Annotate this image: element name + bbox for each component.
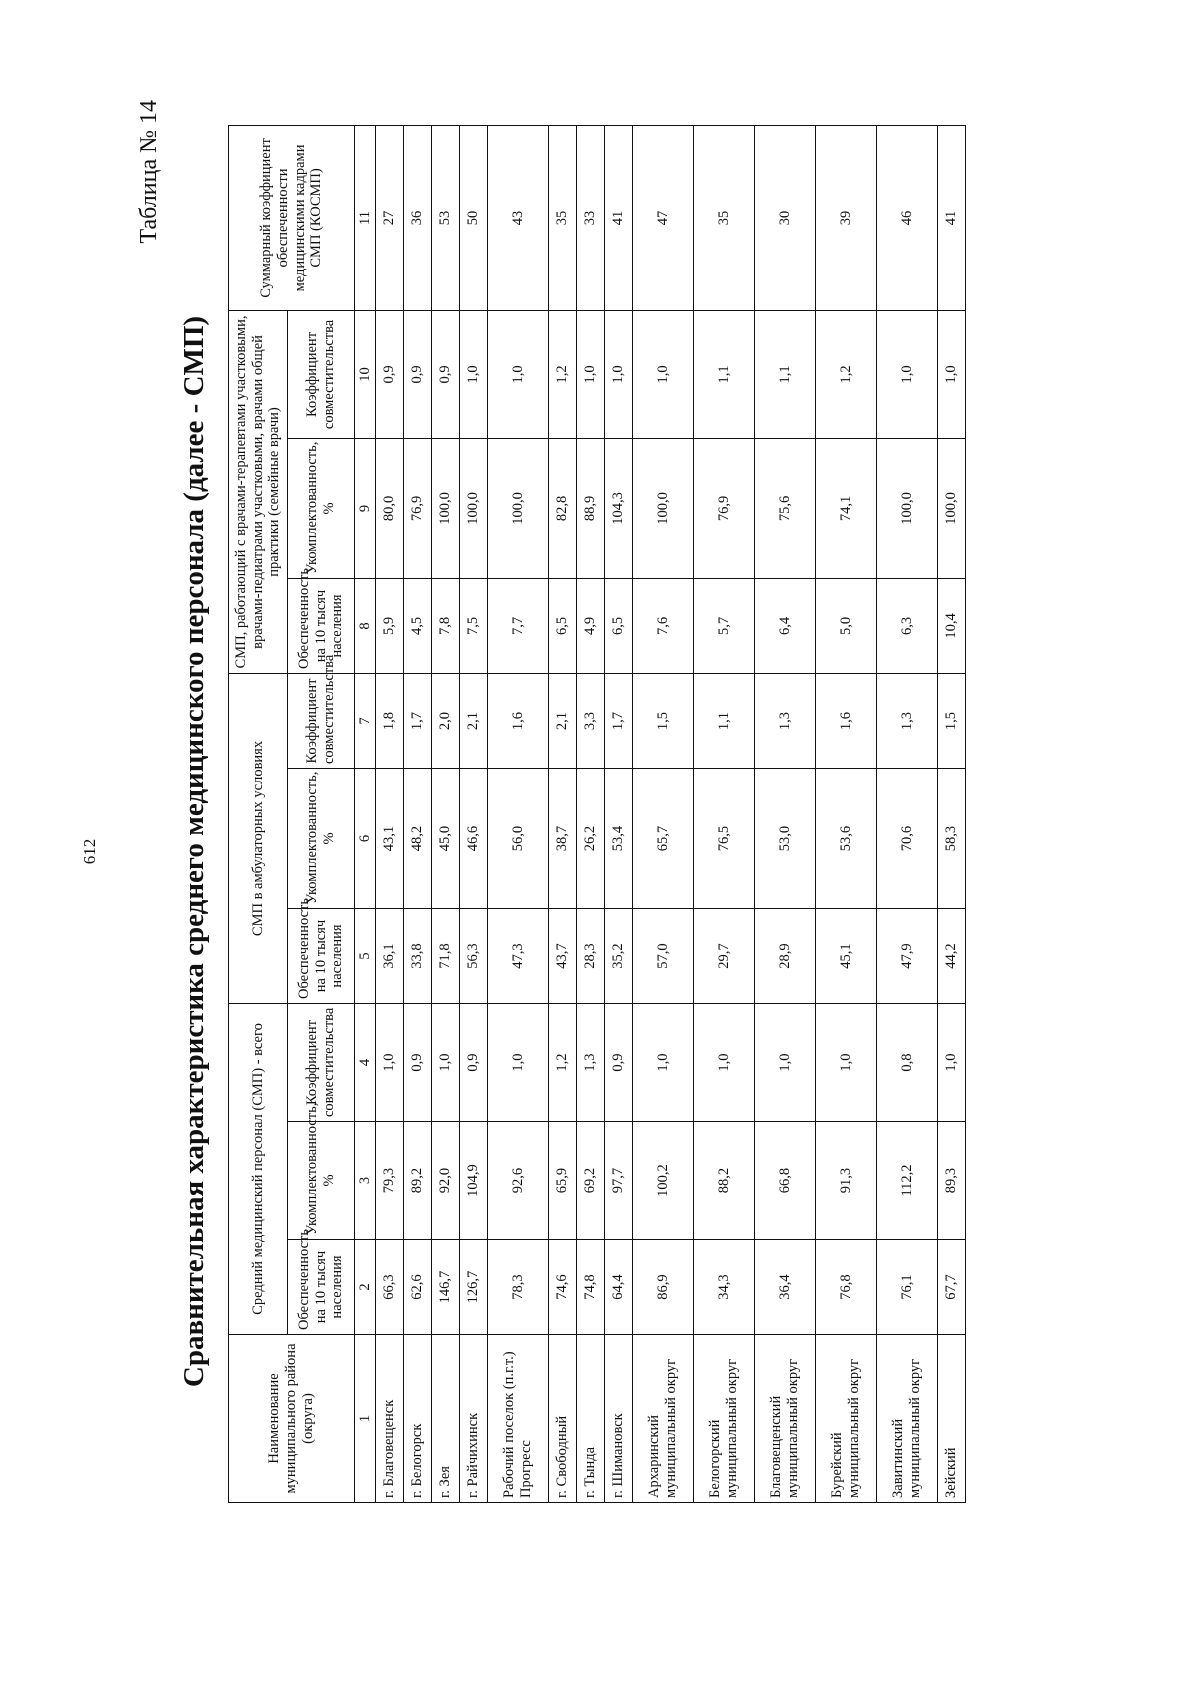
- cell-c3: 104,9: [460, 1122, 488, 1240]
- cell-c2: 78,3: [488, 1240, 549, 1335]
- cell-c2: 64,4: [605, 1240, 633, 1335]
- cell-c2: 146,7: [432, 1240, 460, 1335]
- cell-c8: 7,7: [488, 578, 549, 673]
- cell-c3: 92,6: [488, 1122, 549, 1240]
- cell-c6: 43,1: [376, 769, 404, 909]
- cell-c7: 2,0: [432, 673, 460, 768]
- cell-c5: 33,8: [404, 909, 432, 1004]
- staff-comparison-table: [228, 125, 966, 1503]
- cell-c5: 28,9: [755, 909, 816, 1004]
- cell-c5: 36,1: [376, 909, 404, 1004]
- cell-c3: 100,2: [633, 1122, 694, 1240]
- cell-c10: 1,1: [694, 310, 755, 438]
- cell-c11: 36: [404, 125, 432, 310]
- cell-c8: 6,5: [549, 578, 577, 673]
- cell-c6: 65,7: [633, 769, 694, 909]
- cell-c10: 1,0: [633, 310, 694, 438]
- cell-c7: 3,3: [577, 673, 605, 768]
- cell-c2: 66,3: [376, 1240, 404, 1335]
- cell-c2: 126,7: [460, 1240, 488, 1335]
- cell-c7: 1,5: [633, 673, 694, 768]
- cell-c7: 2,1: [460, 673, 488, 768]
- table-row: [432, 125, 460, 1502]
- cell-c10: 1,2: [816, 310, 877, 438]
- cell-c4: 1,3: [577, 1004, 605, 1122]
- column-number: 4: [355, 1004, 376, 1122]
- cell-c6: 53,6: [816, 769, 877, 909]
- cell-c3: 88,2: [694, 1122, 755, 1240]
- table-body: [376, 125, 966, 1502]
- cell-c8: 7,8: [432, 578, 460, 673]
- cell-c3: 65,9: [549, 1122, 577, 1240]
- cell-c11: 27: [376, 125, 404, 310]
- cell-c6: 56,0: [488, 769, 549, 909]
- table-row: [816, 125, 877, 1502]
- cell-c11: 41: [605, 125, 633, 310]
- header-provision-ambulatory: Обеспеченность на 10 тысяч населения: [288, 909, 355, 1004]
- cell-c7: 1,8: [376, 673, 404, 768]
- cell-c4: 1,0: [432, 1004, 460, 1122]
- cell-c11: 47: [633, 125, 694, 310]
- cell-c5: 35,2: [605, 909, 633, 1004]
- cell-c9: 100,0: [432, 438, 460, 578]
- cell-c3: 92,0: [432, 1122, 460, 1240]
- cell-c4: 1,2: [549, 1004, 577, 1122]
- table-row: [549, 125, 577, 1502]
- cell-c9: 82,8: [549, 438, 577, 578]
- column-number: 5: [355, 909, 376, 1004]
- cell-c8: 5,9: [376, 578, 404, 673]
- cell-c10: 1,0: [877, 310, 938, 438]
- cell-c3: 97,7: [605, 1122, 633, 1240]
- header-coef-therapists: Коэффициент совместительства: [288, 310, 355, 438]
- cell-c8: 4,5: [404, 578, 432, 673]
- cell-c9: 80,0: [376, 438, 404, 578]
- cell-c9: 100,0: [633, 438, 694, 578]
- cell-c7: 1,7: [404, 673, 432, 768]
- table-row: [938, 125, 966, 1502]
- cell-c3: 112,2: [877, 1122, 938, 1240]
- cell-c10: 1,0: [460, 310, 488, 438]
- cell-c11: 30: [755, 125, 816, 310]
- row-name: г. Белогорск: [404, 1335, 432, 1503]
- cell-c8: 6,4: [755, 578, 816, 673]
- column-number: 6: [355, 769, 376, 909]
- cell-c9: 104,3: [605, 438, 633, 578]
- cell-c3: 89,2: [404, 1122, 432, 1240]
- table-row: [694, 125, 755, 1502]
- column-number: 7: [355, 673, 376, 768]
- cell-c8: 4,9: [577, 578, 605, 673]
- cell-c2: 76,1: [877, 1240, 938, 1335]
- row-name: г. Благовещенск: [376, 1335, 404, 1503]
- cell-c3: 79,3: [376, 1122, 404, 1240]
- cell-c6: 53,4: [605, 769, 633, 909]
- table-row: [605, 125, 633, 1502]
- column-number: 8: [355, 578, 376, 673]
- column-number: 2: [355, 1240, 376, 1335]
- cell-c7: 1,7: [605, 673, 633, 768]
- cell-c7: 1,3: [755, 673, 816, 768]
- row-name: Белогорский муниципальный округ: [694, 1335, 755, 1503]
- cell-c3: 66,8: [755, 1122, 816, 1240]
- header-group-total: Средний медицинский персонал (СМП) - всего: [229, 1004, 288, 1335]
- cell-c10: 0,9: [432, 310, 460, 438]
- cell-c7: 1,1: [694, 673, 755, 768]
- cell-c7: 1,6: [488, 673, 549, 768]
- cell-c11: 35: [549, 125, 577, 310]
- row-name: г. Тында: [577, 1335, 605, 1503]
- cell-c5: 28,3: [577, 909, 605, 1004]
- cell-c5: 47,3: [488, 909, 549, 1004]
- page-title: Сравнительная характеристика среднего медицинского персонала (далее - СМП): [178, 315, 210, 1388]
- cell-c11: 53: [432, 125, 460, 310]
- cell-c11: 39: [816, 125, 877, 310]
- cell-c9: 88,9: [577, 438, 605, 578]
- table-row: [877, 125, 938, 1502]
- page-number: 612: [80, 838, 99, 865]
- row-name: Рабочий поселок (п.г.т.) Прогресс: [488, 1335, 549, 1503]
- header-staffing-total: Укомплектованность, %: [288, 1122, 355, 1240]
- row-name: г. Свободный: [549, 1335, 577, 1503]
- header-provision-total: Обеспеченность на 10 тысяч населения: [288, 1240, 355, 1335]
- cell-c4: 0,8: [877, 1004, 938, 1122]
- cell-c5: 45,1: [816, 909, 877, 1004]
- cell-c6: 76,5: [694, 769, 755, 909]
- row-name: Бурейский муниципальный округ: [816, 1335, 877, 1503]
- cell-c10: 1,2: [549, 310, 577, 438]
- cell-c10: 1,0: [488, 310, 549, 438]
- cell-c9: 100,0: [877, 438, 938, 578]
- cell-c5: 43,7: [549, 909, 577, 1004]
- cell-c10: 0,9: [404, 310, 432, 438]
- header-group-ambulatory: СМП в амбулаторных условиях: [229, 673, 288, 1003]
- cell-c9: 100,0: [488, 438, 549, 578]
- cell-c4: 1,0: [633, 1004, 694, 1122]
- column-number: 10: [355, 310, 376, 438]
- table-row: [633, 125, 694, 1502]
- cell-c9: 75,6: [755, 438, 816, 578]
- row-name: Архаринский муниципальный округ: [633, 1335, 694, 1503]
- cell-c4: 1,0: [755, 1004, 816, 1122]
- table-row: [577, 125, 605, 1502]
- cell-c9: 76,9: [694, 438, 755, 578]
- cell-c3: 91,3: [816, 1122, 877, 1240]
- cell-c5: 56,3: [460, 909, 488, 1004]
- cell-c6: 45,0: [432, 769, 460, 909]
- cell-c10: 1,0: [938, 310, 966, 438]
- cell-c4: 1,0: [938, 1004, 966, 1122]
- cell-c2: 74,8: [577, 1240, 605, 1335]
- header-provision-therapists: Обеспеченность на 10 тысяч населения: [288, 578, 355, 673]
- cell-c6: 48,2: [404, 769, 432, 909]
- cell-c10: 1,1: [755, 310, 816, 438]
- column-number: 9: [355, 438, 376, 578]
- column-number-row: [355, 125, 376, 1502]
- cell-c8: 6,3: [877, 578, 938, 673]
- cell-c9: 100,0: [460, 438, 488, 578]
- cell-c2: 76,8: [816, 1240, 877, 1335]
- cell-c6: 38,7: [549, 769, 577, 909]
- cell-c4: 1,0: [376, 1004, 404, 1122]
- table-label: Таблица № 14: [136, 100, 162, 244]
- row-name: г. Райчихинск: [460, 1335, 488, 1503]
- header-staffing-ambulatory: Укомплектованность, %: [288, 769, 355, 909]
- header-staffing-therapists: Укомплектованность, %: [288, 438, 355, 578]
- cell-c10: 0,9: [376, 310, 404, 438]
- cell-c11: 50: [460, 125, 488, 310]
- cell-c9: 74,1: [816, 438, 877, 578]
- cell-c5: 44,2: [938, 909, 966, 1004]
- cell-c5: 71,8: [432, 909, 460, 1004]
- cell-c8: 5,0: [816, 578, 877, 673]
- table-row: [376, 125, 404, 1502]
- cell-c4: 1,0: [488, 1004, 549, 1122]
- cell-c7: 1,5: [938, 673, 966, 768]
- table-row: [460, 125, 488, 1502]
- cell-c7: 2,1: [549, 673, 577, 768]
- cell-c8: 6,5: [605, 578, 633, 673]
- cell-c2: 34,3: [694, 1240, 755, 1335]
- cell-c11: 35: [694, 125, 755, 310]
- cell-c6: 26,2: [577, 769, 605, 909]
- column-number: 3: [355, 1122, 376, 1240]
- cell-c8: 7,5: [460, 578, 488, 673]
- row-name: Завитинский муниципальный округ: [877, 1335, 938, 1503]
- cell-c6: 46,6: [460, 769, 488, 909]
- cell-c2: 62,6: [404, 1240, 432, 1335]
- table-row: [755, 125, 816, 1502]
- cell-c5: 57,0: [633, 909, 694, 1004]
- cell-c10: 1,0: [605, 310, 633, 438]
- header-name: Наименование муниципального района (округа): [229, 1335, 355, 1503]
- cell-c5: 47,9: [877, 909, 938, 1004]
- cell-c11: 33: [577, 125, 605, 310]
- cell-c4: 0,9: [460, 1004, 488, 1122]
- cell-c4: 1,0: [694, 1004, 755, 1122]
- cell-c8: 5,7: [694, 578, 755, 673]
- header-coef-ambulatory: Коэффициент совместительства: [288, 673, 355, 768]
- cell-c4: 1,0: [816, 1004, 877, 1122]
- cell-c11: 41: [938, 125, 966, 310]
- table-row: [404, 125, 432, 1502]
- cell-c6: 58,3: [938, 769, 966, 909]
- cell-c11: 46: [877, 125, 938, 310]
- header-group-therapists: СМП, работающий с врачами-терапевтами участковыми, врачами-педиатрами участковыми, врачами общей практики (семейные врачи): [229, 310, 288, 673]
- cell-c3: 89,3: [938, 1122, 966, 1240]
- cell-c8: 7,6: [633, 578, 694, 673]
- cell-c5: 29,7: [694, 909, 755, 1004]
- cell-c9: 100,0: [938, 438, 966, 578]
- cell-c2: 74,6: [549, 1240, 577, 1335]
- cell-c2: 67,7: [938, 1240, 966, 1335]
- column-number: 1: [355, 1335, 376, 1503]
- row-name: г. Зея: [432, 1335, 460, 1503]
- cell-c6: 53,0: [755, 769, 816, 909]
- cell-c9: 76,9: [404, 438, 432, 578]
- header-coef-total: Коэффициент совместительства: [288, 1004, 355, 1122]
- cell-c3: 69,2: [577, 1122, 605, 1240]
- cell-c4: 0,9: [605, 1004, 633, 1122]
- row-name: Благовещенский муниципальный округ: [755, 1335, 816, 1503]
- cell-c7: 1,6: [816, 673, 877, 768]
- cell-c11: 43: [488, 125, 549, 310]
- row-name: г. Шимановск: [605, 1335, 633, 1503]
- cell-c2: 36,4: [755, 1240, 816, 1335]
- cell-c2: 86,9: [633, 1240, 694, 1335]
- table-row: [488, 125, 549, 1502]
- header-summary: Суммарный коэффициент обеспеченности медицинскими кадрами СМП (КОСМП): [229, 125, 355, 310]
- cell-c10: 1,0: [577, 310, 605, 438]
- cell-c7: 1,3: [877, 673, 938, 768]
- column-number: 11: [355, 125, 376, 310]
- cell-c4: 0,9: [404, 1004, 432, 1122]
- cell-c8: 10,4: [938, 578, 966, 673]
- row-name: Зейский: [938, 1335, 966, 1503]
- cell-c6: 70,6: [877, 769, 938, 909]
